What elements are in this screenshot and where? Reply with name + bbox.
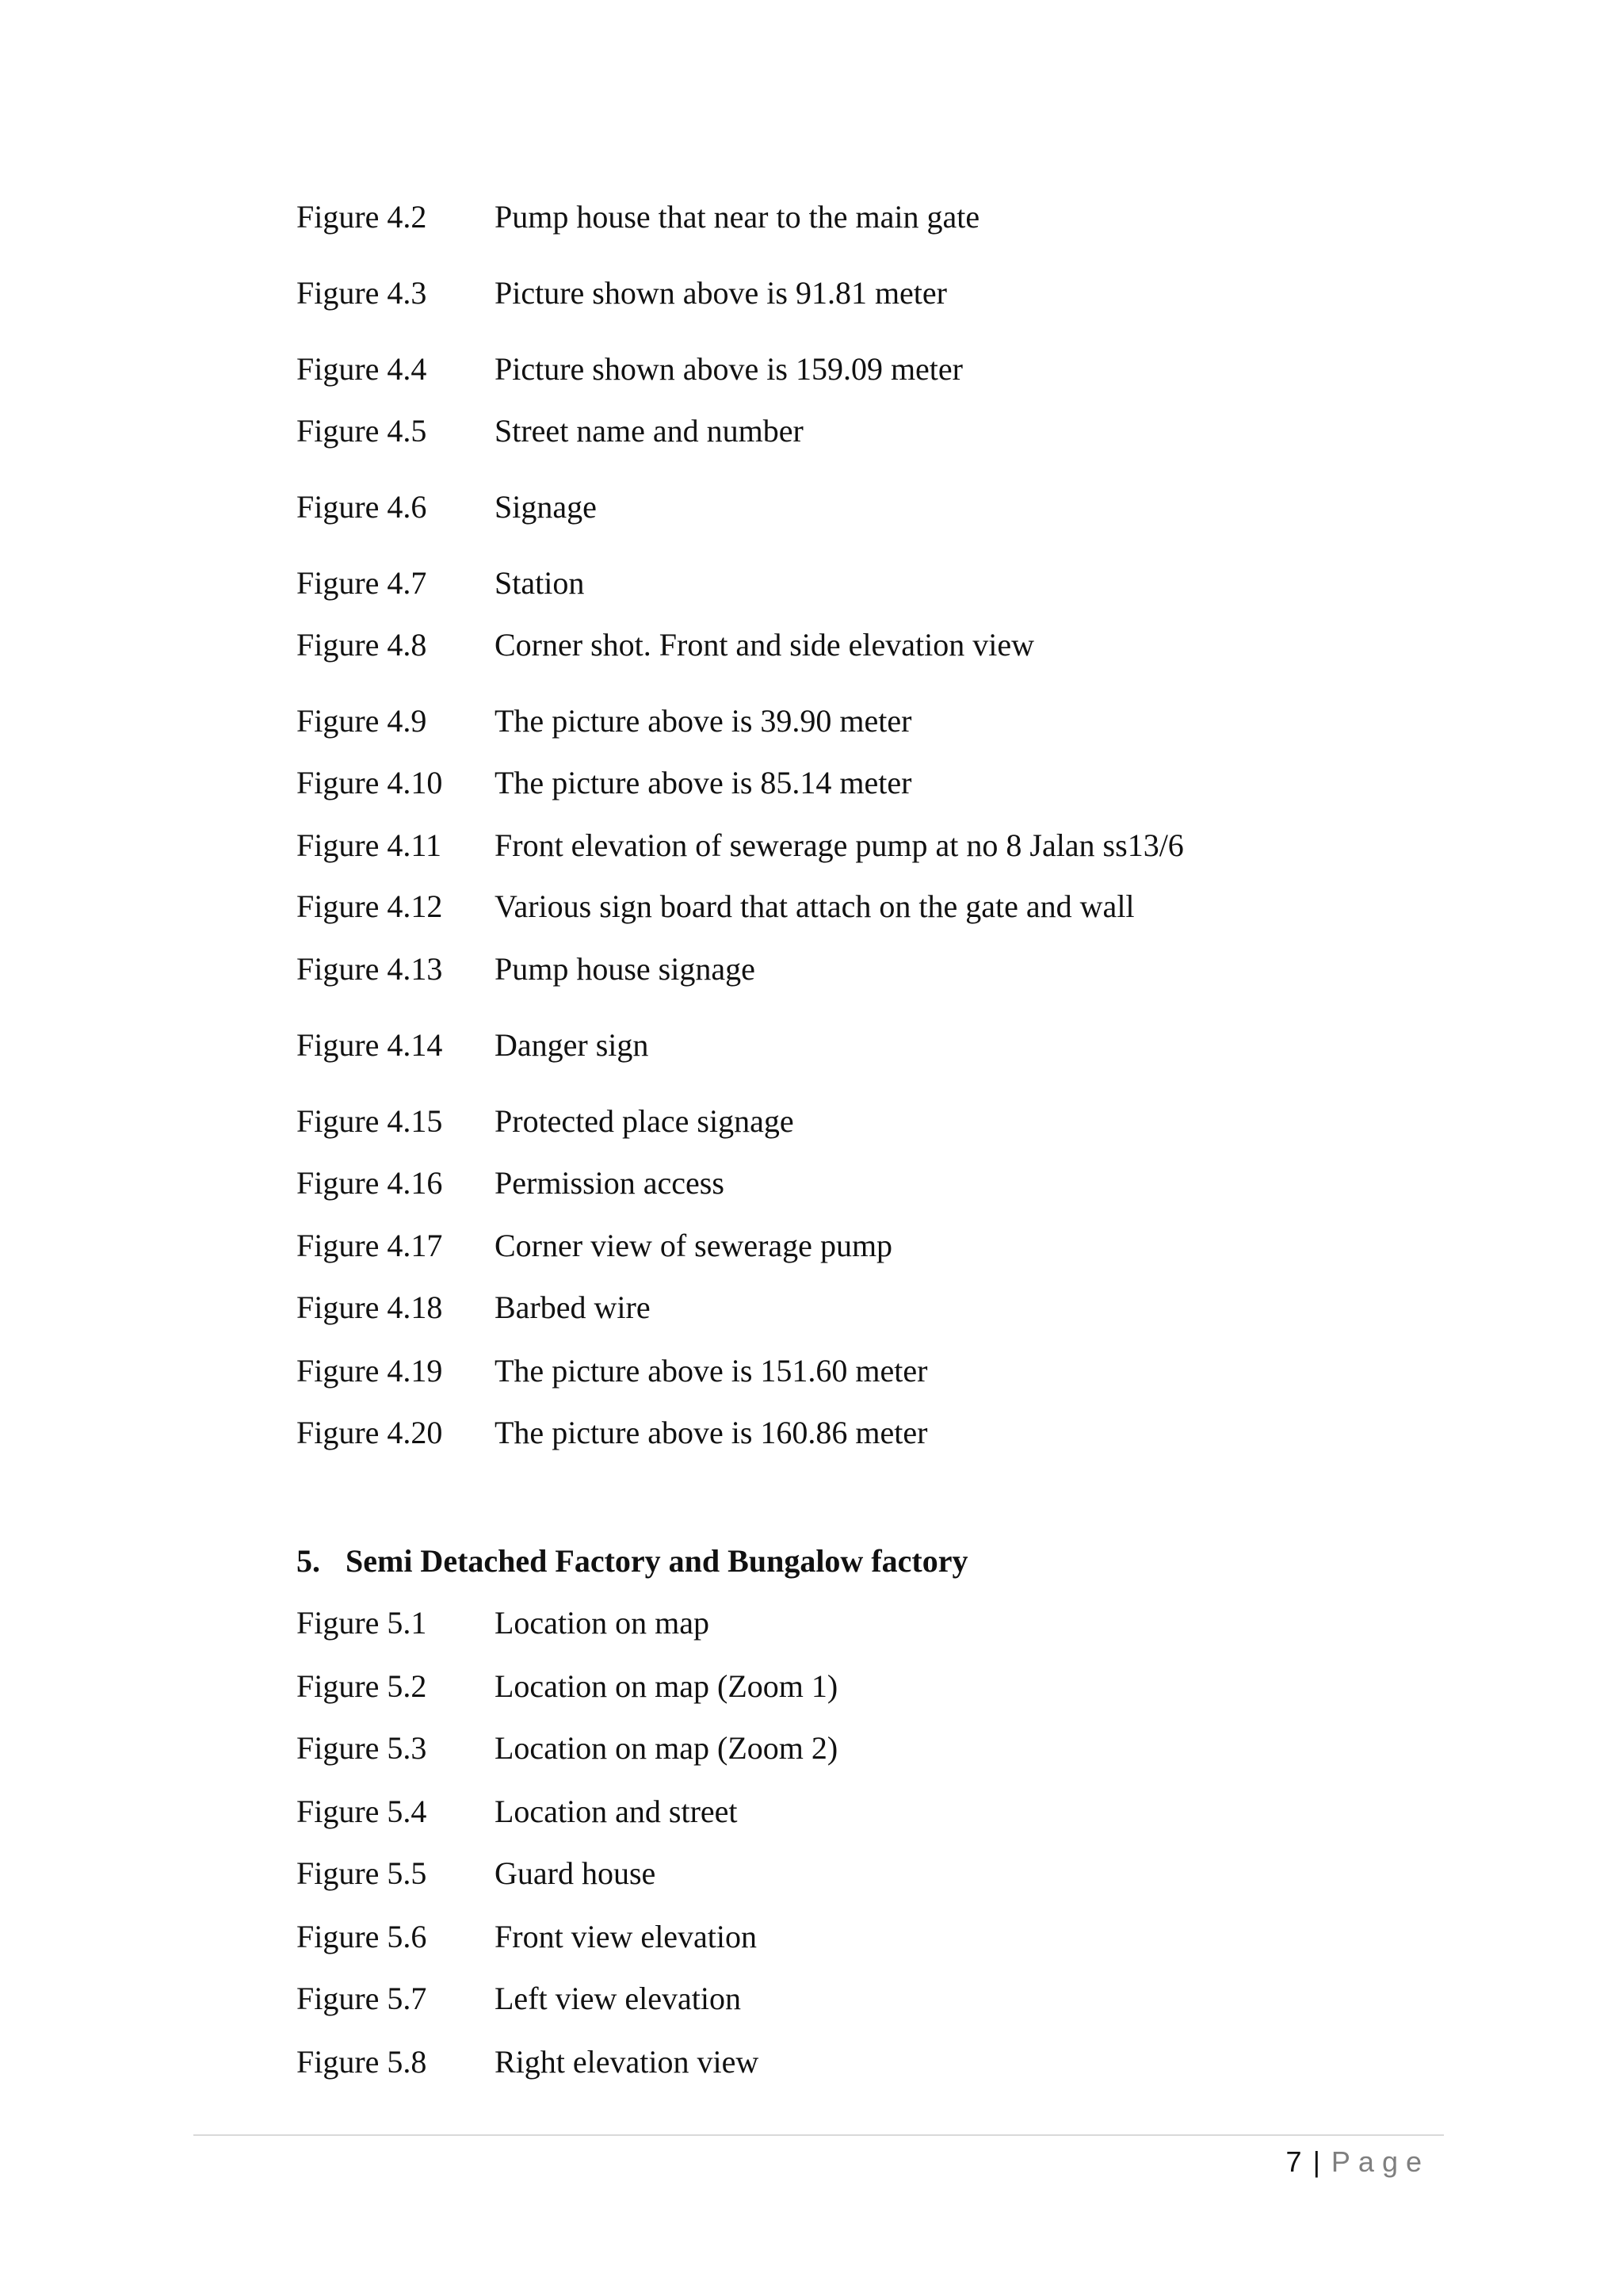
figure-entry [296,269,1406,317]
figure-number: Figure 5.5 [296,1855,427,1891]
figure-caption: Signage [495,489,597,525]
figure-caption: Left view elevation [495,1981,741,2016]
figure-number: Figure 4.2 [296,199,427,235]
figure-caption: The picture above is 39.90 meter [495,703,912,739]
figure-entry [296,697,1406,745]
figure-entry [296,2038,1406,2086]
figure-number: Figure 4.5 [296,413,427,449]
figure-entry [296,1850,1406,1897]
figure-entry [296,1284,1406,1331]
section-title: Semi Detached Factory and Bungalow factory [346,1543,968,1579]
figure-caption: Location and street [495,1794,738,1829]
footer-separator: | [1312,2145,1320,2178]
figure-entry [296,1975,1406,2023]
figure-caption: The picture above is 85.14 meter [495,765,912,800]
section-number: 5. [296,1543,320,1579]
figure-number: Figure 4.14 [296,1027,443,1063]
figure-entry [296,483,1406,531]
figure-number: Figure 4.12 [296,888,443,924]
figure-entry [296,193,1406,241]
page-number: 7 [1285,2145,1302,2178]
figure-caption: Barbed wire [495,1289,651,1325]
figure-entry [296,346,1406,393]
figure-number: Figure 4.7 [296,565,427,601]
figure-caption: Corner view of sewerage pump [495,1228,893,1263]
figure-caption: Picture shown above is 159.09 meter [495,351,963,387]
figure-entry [296,407,1406,455]
figure-number: Figure 5.6 [296,1919,427,1954]
figure-number: Figure 5.2 [296,1668,427,1704]
figure-entry [296,1222,1406,1270]
figure-number: Figure 4.6 [296,489,427,525]
figure-number: Figure 5.1 [296,1605,427,1641]
figure-caption: Location on map (Zoom 2) [495,1730,838,1766]
figure-number: Figure 5.8 [296,2044,427,2080]
figure-entry [296,1788,1406,1836]
figure-entry [296,1159,1406,1207]
figure-entry [296,759,1406,807]
figure-caption: Picture shown above is 91.81 meter [495,275,947,311]
figure-caption: Protected place signage [495,1103,794,1139]
figure-caption: Location on map (Zoom 1) [495,1668,838,1704]
figure-entry [296,1599,1406,1647]
figure-number: Figure 5.7 [296,1981,427,2016]
figure-number: Figure 4.8 [296,627,427,663]
figure-entry [296,883,1406,930]
figure-entry [296,1347,1406,1395]
figure-entry [296,1409,1406,1457]
figure-number: Figure 4.19 [296,1353,443,1389]
figure-caption: Corner shot. Front and side elevation view [495,627,1034,663]
figure-number: Figure 4.9 [296,703,427,739]
figure-caption: Pump house that near to the main gate [495,199,980,235]
figure-caption: The picture above is 160.86 meter [495,1415,928,1450]
figure-caption: Station [495,565,585,601]
figure-entry [296,946,1406,993]
figure-number: Figure 4.13 [296,951,443,987]
figure-entry [296,1725,1406,1772]
figure-number: Figure 4.4 [296,351,427,387]
footer-divider [193,2134,1444,2136]
figure-number: Figure 4.20 [296,1415,443,1450]
figure-number: Figure 5.3 [296,1730,427,1766]
figure-number: Figure 5.4 [296,1794,427,1829]
figure-entry [296,1022,1406,1069]
figure-caption: Right elevation view [495,2044,759,2080]
figure-number: Figure 4.18 [296,1289,443,1325]
figure-caption: Danger sign [495,1027,649,1063]
figure-caption: Pump house signage [495,951,755,987]
figure-entry [296,1098,1406,1145]
figure-number: Figure 4.3 [296,275,427,311]
figure-caption: Front elevation of sewerage pump at no 8 Jalan ss13/6 [495,827,1184,863]
figure-number: Figure 4.11 [296,827,441,863]
figure-caption: Permission access [495,1165,724,1201]
figure-caption: Various sign board that attach on the gate and wall [495,888,1135,924]
figure-caption: Guard house [495,1855,656,1891]
page-label: Page [1331,2145,1430,2178]
figure-entry [296,560,1406,607]
figure-entry [296,1913,1406,1961]
figure-number: Figure 4.15 [296,1103,443,1139]
figure-caption: Street name and number [495,413,804,449]
figure-entry [296,621,1406,669]
figure-entry [296,822,1406,869]
figure-caption: The picture above is 151.60 meter [495,1353,928,1389]
page-footer [1286,2140,1430,2184]
figure-caption: Location on map [495,1605,710,1641]
figure-number: Figure 4.10 [296,765,443,800]
figure-number: Figure 4.16 [296,1165,443,1201]
figure-number: Figure 4.17 [296,1228,443,1263]
figure-caption: Front view elevation [495,1919,758,1954]
figure-entry [296,1663,1406,1710]
